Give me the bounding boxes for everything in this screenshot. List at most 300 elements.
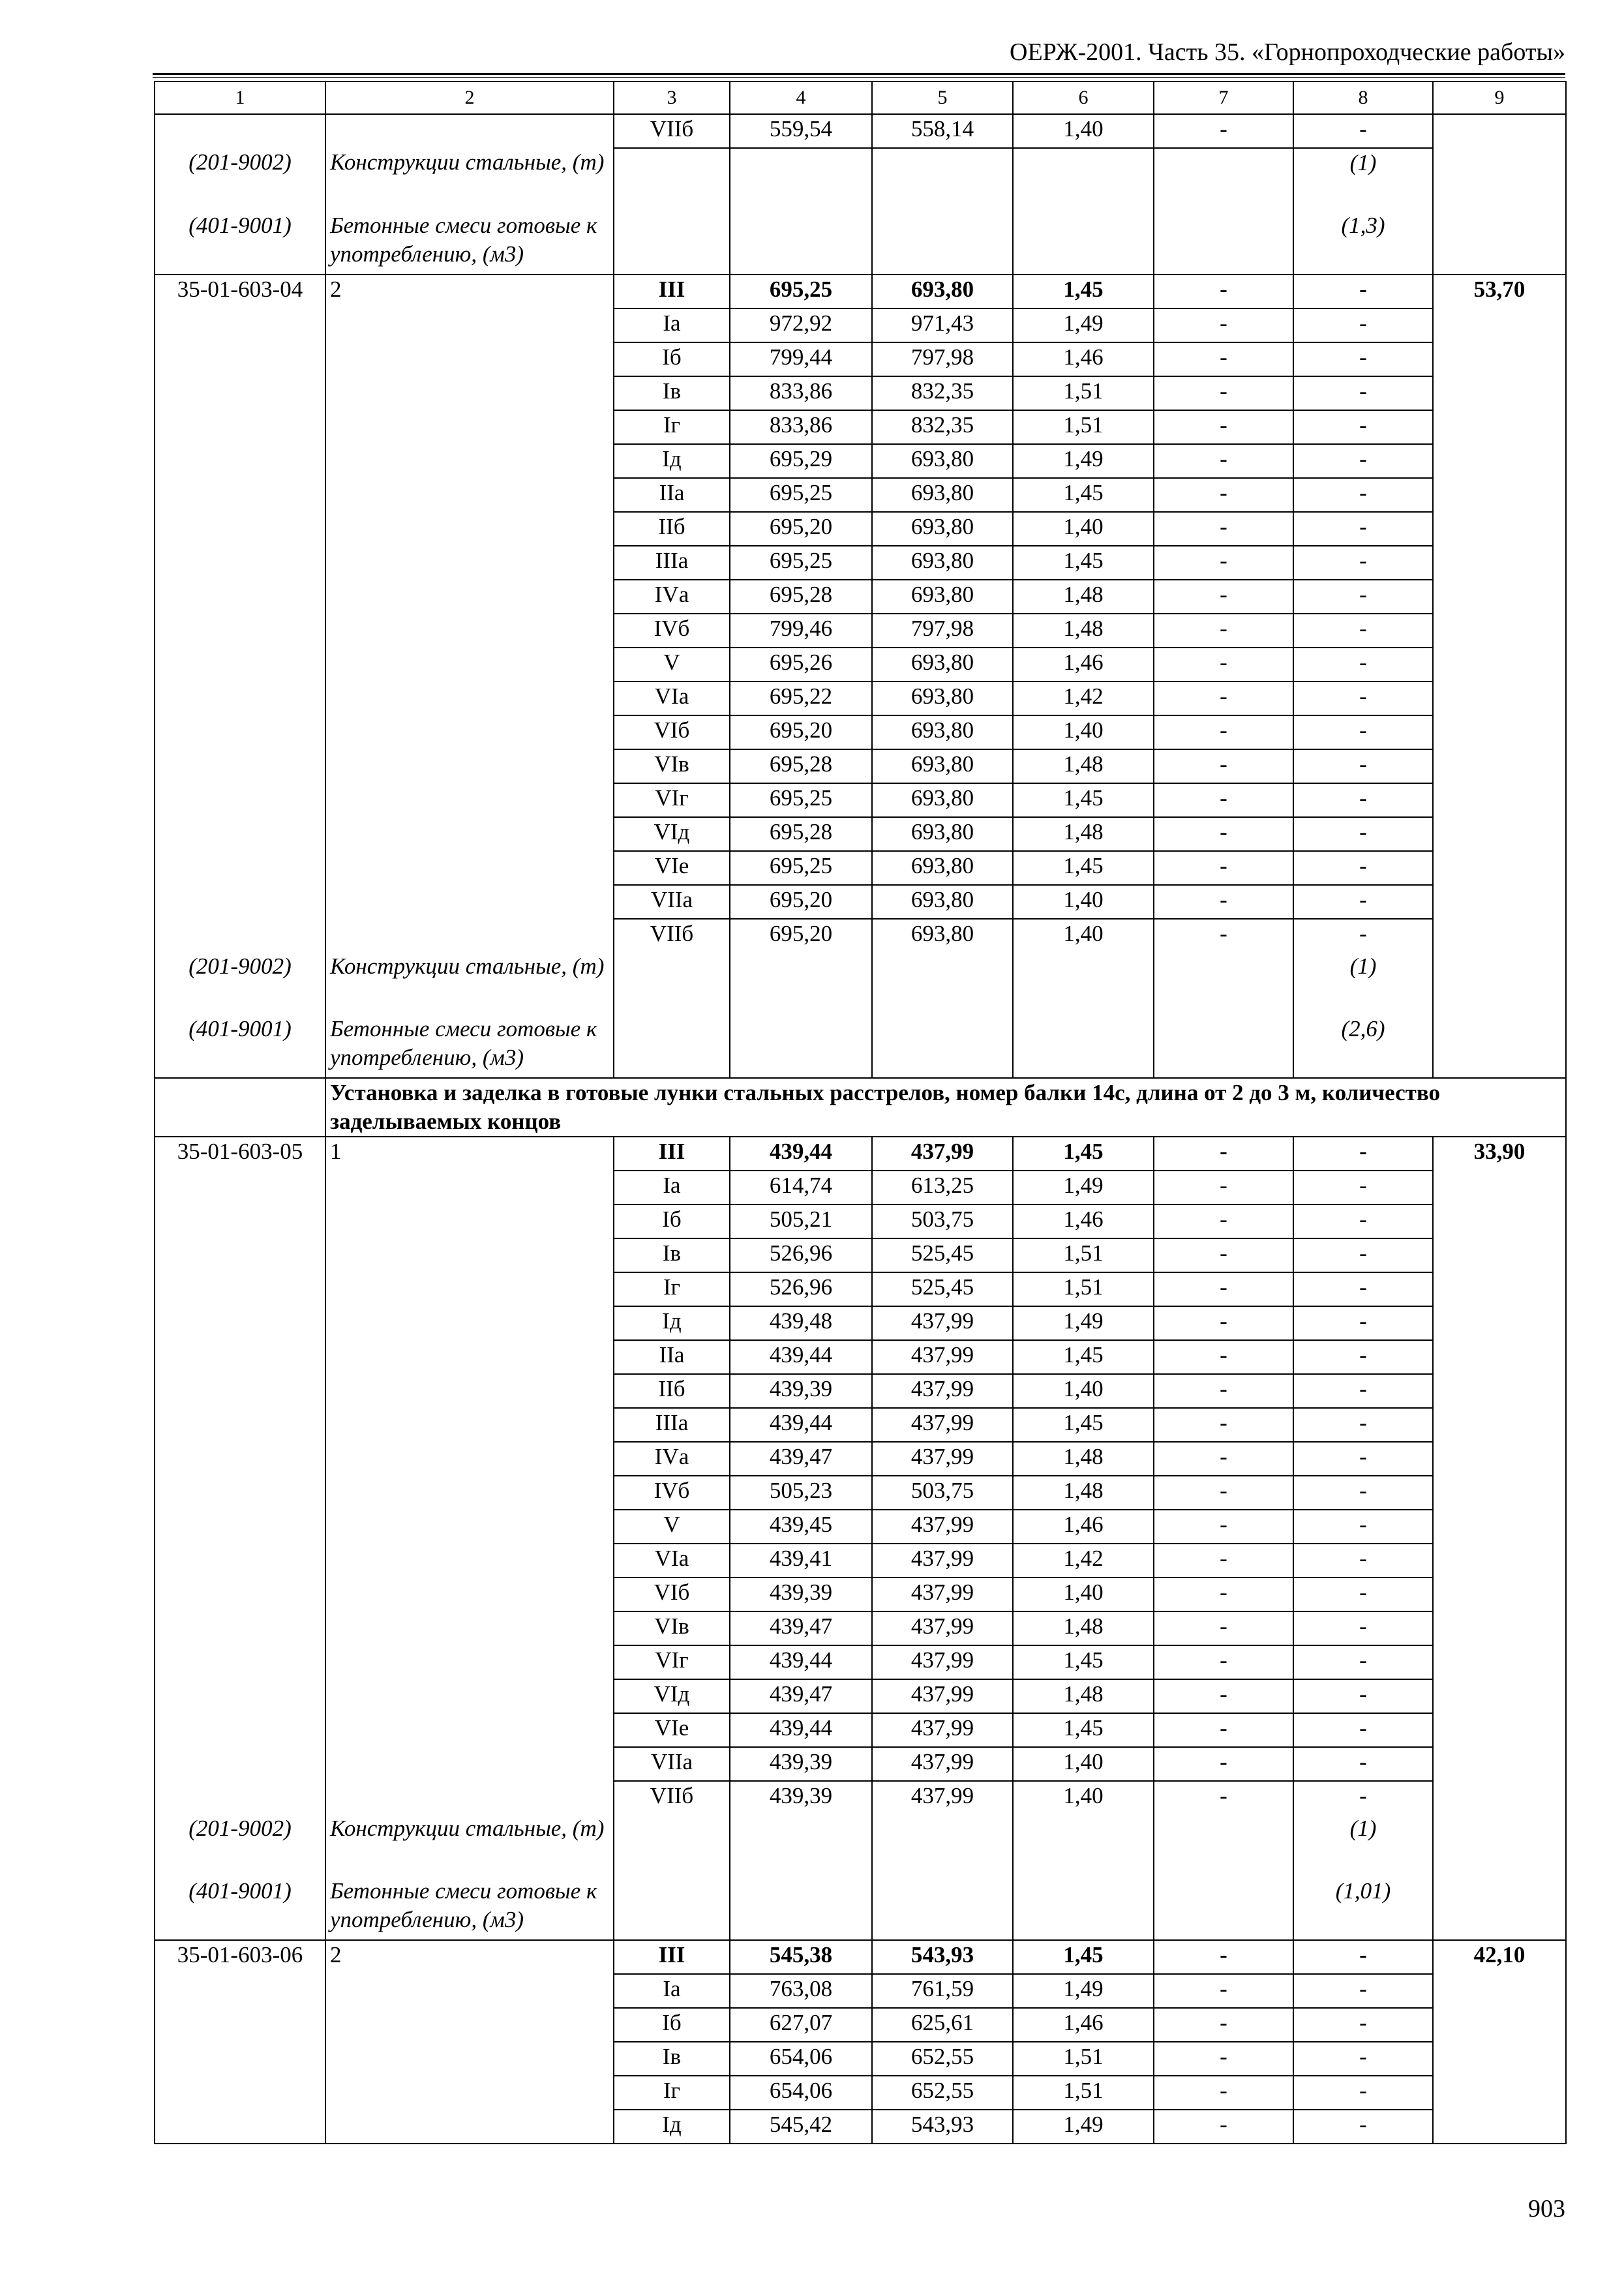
table-row — [155, 546, 1566, 580]
table-row — [155, 1204, 1566, 1238]
cell-col8: - — [1293, 1510, 1433, 1544]
cell-col5: 503,75 — [872, 1476, 1013, 1510]
resource-code: (201-9002) — [155, 148, 325, 211]
cell-col2 — [325, 1272, 614, 1306]
cell-col2: 2 — [325, 1940, 614, 1974]
cell-col5: 693,80 — [872, 817, 1013, 851]
empty-cell — [730, 1015, 872, 1078]
cell-code — [155, 648, 325, 681]
cell-col6: 1,40 — [1013, 114, 1154, 148]
cell-col8: - — [1293, 1611, 1433, 1645]
empty-cell — [872, 1877, 1013, 1940]
cell-col8: - — [1293, 1940, 1433, 1974]
cell-code — [155, 1340, 325, 1374]
resource-value: (1) — [1293, 952, 1433, 1015]
cell-col6: 1,45 — [1013, 1340, 1154, 1374]
cell-col4: 695,20 — [730, 512, 872, 546]
cell-col9 — [1433, 444, 1566, 478]
cell-col7: - — [1154, 546, 1293, 580]
cell-col7: - — [1154, 1611, 1293, 1645]
cell-col8: - — [1293, 2042, 1433, 2076]
cell-col7: - — [1154, 1781, 1293, 1814]
table-row — [155, 851, 1566, 885]
cell-col4: 799,46 — [730, 614, 872, 648]
empty-cell — [1154, 1877, 1293, 1940]
column-number: 4 — [730, 82, 872, 114]
resource-code: (201-9002) — [155, 1814, 325, 1877]
cell-col5: 693,80 — [872, 648, 1013, 681]
table-row — [155, 2008, 1566, 2042]
empty-cell — [1154, 1015, 1293, 1078]
cell-code — [155, 1679, 325, 1713]
cell-col9 — [1433, 1476, 1566, 1510]
cell-col9 — [1433, 478, 1566, 512]
cell-col7: - — [1154, 2076, 1293, 2110]
cell-col8: - — [1293, 1204, 1433, 1238]
cell-code — [155, 342, 325, 376]
cell-col9 — [1433, 1238, 1566, 1272]
resource-code: (401-9001) — [155, 1015, 325, 1078]
cell-col5: 437,99 — [872, 1306, 1013, 1340]
cell-col7: - — [1154, 1476, 1293, 1510]
cell-zone: IIIа — [614, 546, 730, 580]
cell-code — [155, 580, 325, 614]
cell-code — [155, 376, 325, 410]
empty-cell — [614, 1877, 730, 1940]
cell-col8: - — [1293, 783, 1433, 817]
cell-col9 — [1433, 1544, 1566, 1578]
cell-col7: - — [1154, 478, 1293, 512]
empty-cell — [1433, 952, 1566, 1015]
table-row — [155, 1137, 1566, 1171]
cell-col4: 439,47 — [730, 1442, 872, 1476]
cell-code — [155, 512, 325, 546]
cell-zone: Iд — [614, 444, 730, 478]
cell-code — [155, 1578, 325, 1611]
cell-col9 — [1433, 1747, 1566, 1781]
cell-col7: - — [1154, 376, 1293, 410]
resource-code: (401-9001) — [155, 211, 325, 275]
cell-col2 — [325, 1374, 614, 1408]
empty-cell — [1433, 1015, 1566, 1078]
cell-zone: VIIб — [614, 919, 730, 952]
cell-col9 — [1433, 1442, 1566, 1476]
cell-col4: 695,28 — [730, 817, 872, 851]
cell-col7: - — [1154, 1578, 1293, 1611]
cell-col6: 1,46 — [1013, 2008, 1154, 2042]
cell-col8: - — [1293, 275, 1433, 308]
cell-col4: 695,25 — [730, 851, 872, 885]
cell-col6: 1,48 — [1013, 1611, 1154, 1645]
table-row — [155, 376, 1566, 410]
cell-zone: VIIб — [614, 114, 730, 148]
table-row — [155, 1645, 1566, 1679]
cell-code — [155, 1442, 325, 1476]
cell-col4: 545,42 — [730, 2110, 872, 2144]
cell-col5: 437,99 — [872, 1374, 1013, 1408]
empty-cell — [1013, 952, 1154, 1015]
cell-col2 — [325, 1306, 614, 1340]
resource-row — [155, 148, 1566, 211]
cell-zone: VIб — [614, 715, 730, 749]
cell-col7: - — [1154, 1974, 1293, 2008]
cell-col5: 437,99 — [872, 1645, 1013, 1679]
empty-cell — [730, 1877, 872, 1940]
cell-zone: Iг — [614, 1272, 730, 1306]
cell-col9 — [1433, 648, 1566, 681]
cell-col8: - — [1293, 1781, 1433, 1814]
cell-col4: 439,48 — [730, 1306, 872, 1340]
cell-zone: III — [614, 275, 730, 308]
cell-code — [155, 1408, 325, 1442]
cell-col7: - — [1154, 1306, 1293, 1340]
cell-col7: - — [1154, 681, 1293, 715]
cell-col8: - — [1293, 512, 1433, 546]
cell-col8: - — [1293, 885, 1433, 919]
empty-cell — [614, 1814, 730, 1877]
cell-zone: VIIа — [614, 885, 730, 919]
table-row — [155, 1238, 1566, 1272]
resource-row — [155, 1015, 1566, 1078]
resource-name: Бетонные смеси готовые к употреблению, (м3) — [325, 211, 614, 275]
cell-col8: - — [1293, 478, 1433, 512]
cell-col9 — [1433, 681, 1566, 715]
cell-col8: - — [1293, 817, 1433, 851]
cell-col9 — [1433, 749, 1566, 783]
cell-code — [155, 817, 325, 851]
table-row — [155, 2110, 1566, 2144]
cell-zone: IIа — [614, 478, 730, 512]
cell-col8: - — [1293, 1578, 1433, 1611]
table-row — [155, 614, 1566, 648]
cell-col5: 437,99 — [872, 1544, 1013, 1578]
table-row — [155, 1442, 1566, 1476]
cell-col7: - — [1154, 1544, 1293, 1578]
column-number: 9 — [1433, 82, 1566, 114]
cell-col6: 1,48 — [1013, 1679, 1154, 1713]
cell-col5: 693,80 — [872, 749, 1013, 783]
cell-col8: - — [1293, 410, 1433, 444]
cell-col2 — [325, 114, 614, 148]
cell-col8: - — [1293, 1476, 1433, 1510]
cell-col6: 1,48 — [1013, 1476, 1154, 1510]
cell-col8: - — [1293, 749, 1433, 783]
cell-col6: 1,51 — [1013, 410, 1154, 444]
cell-col2 — [325, 1171, 614, 1204]
cell-col4: 695,25 — [730, 478, 872, 512]
cell-col2 — [325, 1679, 614, 1713]
table-row — [155, 1408, 1566, 1442]
cell-zone: VIа — [614, 681, 730, 715]
resource-name: Бетонные смеси готовые к употреблению, (м3) — [325, 1877, 614, 1940]
cell-col2 — [325, 1611, 614, 1645]
empty-cell — [1433, 1814, 1566, 1877]
cell-col8: - — [1293, 2076, 1433, 2110]
cell-col4: 695,28 — [730, 749, 872, 783]
column-numbers-row — [155, 82, 1566, 114]
cell-col7: - — [1154, 783, 1293, 817]
table-row — [155, 478, 1566, 512]
cell-zone: VIа — [614, 1544, 730, 1578]
cell-zone: VIг — [614, 783, 730, 817]
cell-col2 — [325, 715, 614, 749]
cell-col4: 439,44 — [730, 1340, 872, 1374]
cell-col4: 439,39 — [730, 1578, 872, 1611]
cell-code — [155, 444, 325, 478]
cell-col7: - — [1154, 817, 1293, 851]
cell-code — [155, 1306, 325, 1340]
cell-col5: 437,99 — [872, 1747, 1013, 1781]
cell-zone: Iв — [614, 2042, 730, 2076]
cell-code — [155, 885, 325, 919]
cell-col9 — [1433, 580, 1566, 614]
cell-col8: - — [1293, 681, 1433, 715]
cell-zone: IVа — [614, 1442, 730, 1476]
cell-col6: 1,42 — [1013, 681, 1154, 715]
cell-col5: 437,99 — [872, 1442, 1013, 1476]
cell-col7: - — [1154, 648, 1293, 681]
table-row — [155, 1679, 1566, 1713]
cell-zone: III — [614, 1940, 730, 1974]
cell-zone: VIе — [614, 1713, 730, 1747]
cell-col4: 439,45 — [730, 1510, 872, 1544]
table-row — [155, 1306, 1566, 1340]
cell-code — [155, 114, 325, 148]
cell-zone: Iв — [614, 1238, 730, 1272]
cell-col2 — [325, 376, 614, 410]
cell-col9 — [1433, 2008, 1566, 2042]
cell-code — [155, 2076, 325, 2110]
table-row — [155, 1544, 1566, 1578]
cell-code: 35-01-603-04 — [155, 275, 325, 308]
cell-code — [155, 546, 325, 580]
empty-cell — [1154, 1814, 1293, 1877]
cell-zone: Iд — [614, 1306, 730, 1340]
cell-code — [155, 478, 325, 512]
cell-col9 — [1433, 1510, 1566, 1544]
cell-col5: 693,80 — [872, 546, 1013, 580]
header-rule-thin — [153, 77, 1565, 78]
cell-col2: 1 — [325, 1137, 614, 1171]
cell-col9 — [1433, 919, 1566, 952]
cell-code — [155, 1713, 325, 1747]
cell-code — [155, 681, 325, 715]
cell-col4: 439,47 — [730, 1611, 872, 1645]
cell-col8: - — [1293, 580, 1433, 614]
cell-col2 — [325, 410, 614, 444]
cell-col6: 1,46 — [1013, 1510, 1154, 1544]
cell-col6: 1,45 — [1013, 1137, 1154, 1171]
cell-col2 — [325, 885, 614, 919]
cell-col5: 437,99 — [872, 1137, 1013, 1171]
cell-col5: 693,80 — [872, 783, 1013, 817]
empty-cell — [1013, 1015, 1154, 1078]
table-row — [155, 1374, 1566, 1408]
cell-col9 — [1433, 1611, 1566, 1645]
empty-cell — [872, 952, 1013, 1015]
column-number: 8 — [1293, 82, 1433, 114]
cell-col5: 543,93 — [872, 2110, 1013, 2144]
cell-col8: - — [1293, 648, 1433, 681]
cell-code — [155, 308, 325, 342]
cell-col7: - — [1154, 1679, 1293, 1713]
cell-col7: - — [1154, 1171, 1293, 1204]
cell-col6: 1,45 — [1013, 1408, 1154, 1442]
cell-zone: VIIб — [614, 1781, 730, 1814]
cell-col4: 695,25 — [730, 783, 872, 817]
cell-col5: 971,43 — [872, 308, 1013, 342]
cell-col9 — [1433, 1171, 1566, 1204]
column-number: 7 — [1154, 82, 1293, 114]
cell-col2 — [325, 444, 614, 478]
cell-col7: - — [1154, 512, 1293, 546]
table-row — [155, 1272, 1566, 1306]
cell-col4: 695,20 — [730, 715, 872, 749]
cell-zone: Iв — [614, 376, 730, 410]
cell-col7: - — [1154, 1510, 1293, 1544]
empty-cell — [1013, 1814, 1154, 1877]
cell-col8: - — [1293, 1306, 1433, 1340]
cell-col6: 1,40 — [1013, 715, 1154, 749]
cell-col8: - — [1293, 376, 1433, 410]
cell-col4: 763,08 — [730, 1974, 872, 2008]
empty-cell — [614, 952, 730, 1015]
cell-col2 — [325, 1713, 614, 1747]
cell-col4: 545,38 — [730, 1940, 872, 1974]
cell-code — [155, 2042, 325, 2076]
cell-col5: 693,80 — [872, 681, 1013, 715]
table-row — [155, 512, 1566, 546]
cell-code — [155, 2110, 325, 2144]
cell-col7: - — [1154, 919, 1293, 952]
cell-zone: VIб — [614, 1578, 730, 1611]
cell-col9 — [1433, 512, 1566, 546]
cell-code — [155, 1747, 325, 1781]
cell-col9 — [1433, 1974, 1566, 2008]
cell-col2 — [325, 2042, 614, 2076]
cell-col6: 1,45 — [1013, 275, 1154, 308]
cell-col2 — [325, 546, 614, 580]
cell-col4: 559,54 — [730, 114, 872, 148]
cell-col9 — [1433, 376, 1566, 410]
cell-zone: Iа — [614, 1974, 730, 2008]
resource-code: (401-9001) — [155, 1877, 325, 1940]
cell-col4: 654,06 — [730, 2042, 872, 2076]
cell-col2 — [325, 1442, 614, 1476]
cell-col4: 526,96 — [730, 1272, 872, 1306]
cell-zone: VIе — [614, 851, 730, 885]
cell-col5: 625,61 — [872, 2008, 1013, 2042]
cell-col7: - — [1154, 1374, 1293, 1408]
empty-cell — [614, 1015, 730, 1078]
cell-col4: 439,39 — [730, 1747, 872, 1781]
cell-col4: 505,21 — [730, 1204, 872, 1238]
table-row — [155, 1747, 1566, 1781]
cell-col9 — [1433, 342, 1566, 376]
cell-col7: - — [1154, 2042, 1293, 2076]
cell-col4: 526,96 — [730, 1238, 872, 1272]
cell-col5: 797,98 — [872, 342, 1013, 376]
cell-col7: - — [1154, 1340, 1293, 1374]
cell-col6: 1,48 — [1013, 817, 1154, 851]
cell-col8: - — [1293, 614, 1433, 648]
cell-col9 — [1433, 817, 1566, 851]
cell-col9 — [1433, 2042, 1566, 2076]
cell-col7: - — [1154, 444, 1293, 478]
cell-col4: 972,92 — [730, 308, 872, 342]
cell-col2 — [325, 851, 614, 885]
cell-col5: 558,14 — [872, 114, 1013, 148]
cell-col7: - — [1154, 2110, 1293, 2144]
cell-col6: 1,40 — [1013, 1578, 1154, 1611]
cell-col4: 695,28 — [730, 580, 872, 614]
cell-col8: - — [1293, 919, 1433, 952]
cell-col7: - — [1154, 1940, 1293, 1974]
cell-col6: 1,40 — [1013, 1747, 1154, 1781]
cell-code: 35-01-603-06 — [155, 1940, 325, 1974]
cell-col4: 654,06 — [730, 2076, 872, 2110]
cell-col6: 1,45 — [1013, 1940, 1154, 1974]
cell-col8: - — [1293, 342, 1433, 376]
cell-col5: 437,99 — [872, 1578, 1013, 1611]
table-row — [155, 885, 1566, 919]
cell-col5: 693,80 — [872, 478, 1013, 512]
cell-col6: 1,45 — [1013, 1645, 1154, 1679]
table-row — [155, 1578, 1566, 1611]
cell-col9 — [1433, 410, 1566, 444]
rates-table — [154, 81, 1567, 2144]
cell-col6: 1,51 — [1013, 2076, 1154, 2110]
cell-col8: - — [1293, 1713, 1433, 1747]
cell-col5: 437,99 — [872, 1611, 1013, 1645]
cell-col5: 693,80 — [872, 851, 1013, 885]
cell-col9 — [1433, 851, 1566, 885]
cell-col8: - — [1293, 1974, 1433, 2008]
cell-col8: - — [1293, 1442, 1433, 1476]
cell-col6: 1,45 — [1013, 546, 1154, 580]
table-row — [155, 681, 1566, 715]
cell-col5: 693,80 — [872, 512, 1013, 546]
table-row — [155, 444, 1566, 478]
cell-col2 — [325, 478, 614, 512]
cell-zone: VIг — [614, 1645, 730, 1679]
cell-col7: - — [1154, 1645, 1293, 1679]
cell-code — [155, 1510, 325, 1544]
cell-col2 — [325, 1974, 614, 2008]
cell-col8: - — [1293, 1747, 1433, 1781]
cell-col4: 439,47 — [730, 1679, 872, 1713]
cell-col4: 695,26 — [730, 648, 872, 681]
cell-col6: 1,46 — [1013, 1204, 1154, 1238]
resource-code: (201-9002) — [155, 952, 325, 1015]
cell-col2: 2 — [325, 275, 614, 308]
cell-col8: - — [1293, 1544, 1433, 1578]
cell-col7: - — [1154, 885, 1293, 919]
cell-col9 — [1433, 885, 1566, 919]
cell-col4: 439,44 — [730, 1713, 872, 1747]
cell-col7: - — [1154, 275, 1293, 308]
cell-col2 — [325, 919, 614, 952]
cell-col8: - — [1293, 1374, 1433, 1408]
cell-code — [155, 749, 325, 783]
cell-col9 — [1433, 1578, 1566, 1611]
cell-zone: IVб — [614, 1476, 730, 1510]
cell-code — [155, 1272, 325, 1306]
cell-col5: 693,80 — [872, 580, 1013, 614]
resource-row — [155, 1814, 1566, 1877]
section-heading-row — [155, 1078, 1566, 1137]
table-row — [155, 342, 1566, 376]
